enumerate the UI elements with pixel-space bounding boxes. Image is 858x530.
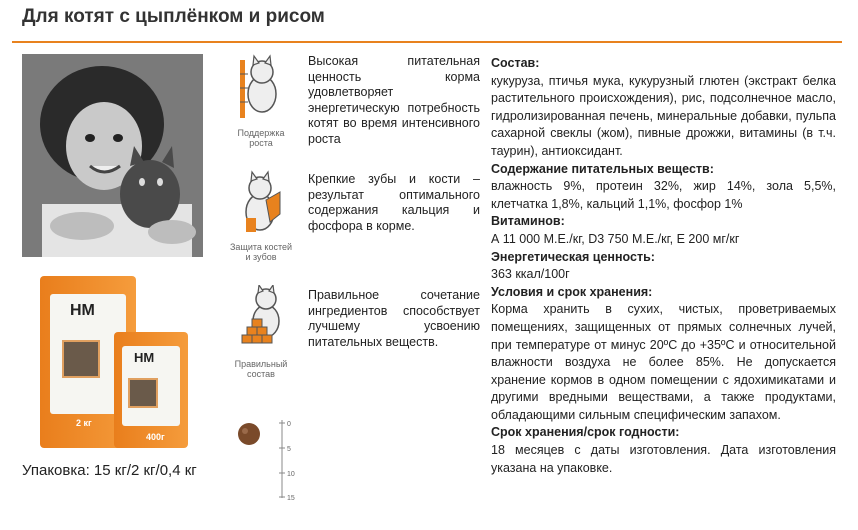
balanced-cat-icon bbox=[228, 285, 294, 379]
product-packages-image bbox=[36, 272, 196, 452]
package-kitten-picture bbox=[62, 340, 100, 378]
shelf-life-text: 18 месяцев с даты изготовления. Дата изготовления указана на упаковке. bbox=[491, 443, 836, 475]
child-with-kitten-photo bbox=[22, 54, 203, 257]
package-kitten-picture bbox=[128, 378, 158, 408]
feature-growth-text: Высокая питательная ценность корма удовлетворяет энергетическую потребность котят во время интенсивного роста bbox=[308, 54, 480, 146]
scale-tick-label: 0 bbox=[287, 421, 291, 428]
icon-caption: Правильный состав bbox=[234, 359, 288, 379]
small-package bbox=[114, 332, 188, 448]
icon-caption: Защита костей и зубов bbox=[230, 242, 292, 262]
title-divider bbox=[12, 41, 842, 43]
scale-tick-label: 15 bbox=[287, 495, 295, 502]
storage-text: Корма хранить в сухих, чистых, проветриваемых помещениях, защищенных от прямых солнечных лучей, при температуре от минус 20ºC до +35ºC и относительной влажности воздуха не более 85%. Не допускается хранение кормов в одном помещении с ядохимикатами и другими вредными веществами, а также продуктами, обладающими сильным специфическим запахом. bbox=[491, 302, 836, 422]
growth-cat-icon bbox=[228, 54, 294, 148]
bones-cat-icon bbox=[228, 170, 294, 260]
packaging-sizes: Упаковка: 15 кг/2 кг/0,4 кг bbox=[22, 462, 197, 479]
storage-heading: Условия и срок хранения: bbox=[491, 284, 653, 299]
package-weight-label: 400г bbox=[146, 432, 165, 442]
feature-composition-text: Правильное сочетание ингредиентов способствует лучшему усвоению питательных веществ. bbox=[308, 288, 480, 349]
shelf-life-heading: Срок хранения/срок годности: bbox=[491, 425, 680, 440]
product-details bbox=[491, 55, 836, 477]
composition-heading: Состав: bbox=[491, 56, 540, 70]
kibble-icon bbox=[232, 418, 302, 502]
icon-caption: Поддержка роста bbox=[237, 128, 285, 148]
nutrients-heading: Содержание питательных веществ: bbox=[491, 161, 714, 176]
package-weight-label: 2 кг bbox=[76, 418, 92, 428]
composition-text: кукуруза, птичья мука, кукурузный глютен (экстракт белка растительного происхождения), рис, подсолнечное масло, гидролизированная печень, минеральные добавки, пульпа сахарной свеклы (жом), пивные дрожжи, витамины (в т.ч. таурин), антиоксидант. bbox=[491, 73, 836, 158]
nutrients-text: влажность 9%, протеин 32%, жир 14%, зола 5,5%, клетчатка 1,8%, кальций 1,1%, фосфор 1% bbox=[491, 179, 836, 211]
vitamins-text: А 11 000 М.Е./кг, D3 750 М.Е./кг, Е 200 мг/кг bbox=[491, 231, 740, 246]
package-logo: НМ bbox=[70, 302, 95, 319]
feature-bones-text: Крепкие зубы и кости – результат оптимального содержания кальция и фосфора в корме. bbox=[308, 172, 480, 233]
vitamins-heading: Витаминов: bbox=[491, 214, 565, 229]
scale-tick-label: 5 bbox=[287, 446, 291, 453]
kibble-size-scale bbox=[232, 418, 302, 502]
page-title: Для котят с цыплёнком и рисом bbox=[22, 6, 325, 27]
photo-illustration bbox=[22, 54, 203, 257]
energy-text: 363 ккал/100г bbox=[491, 267, 570, 282]
scale-tick-label: 10 bbox=[287, 471, 295, 478]
package-logo: НМ bbox=[134, 350, 155, 365]
energy-heading: Энергетическая ценность: bbox=[491, 249, 655, 264]
